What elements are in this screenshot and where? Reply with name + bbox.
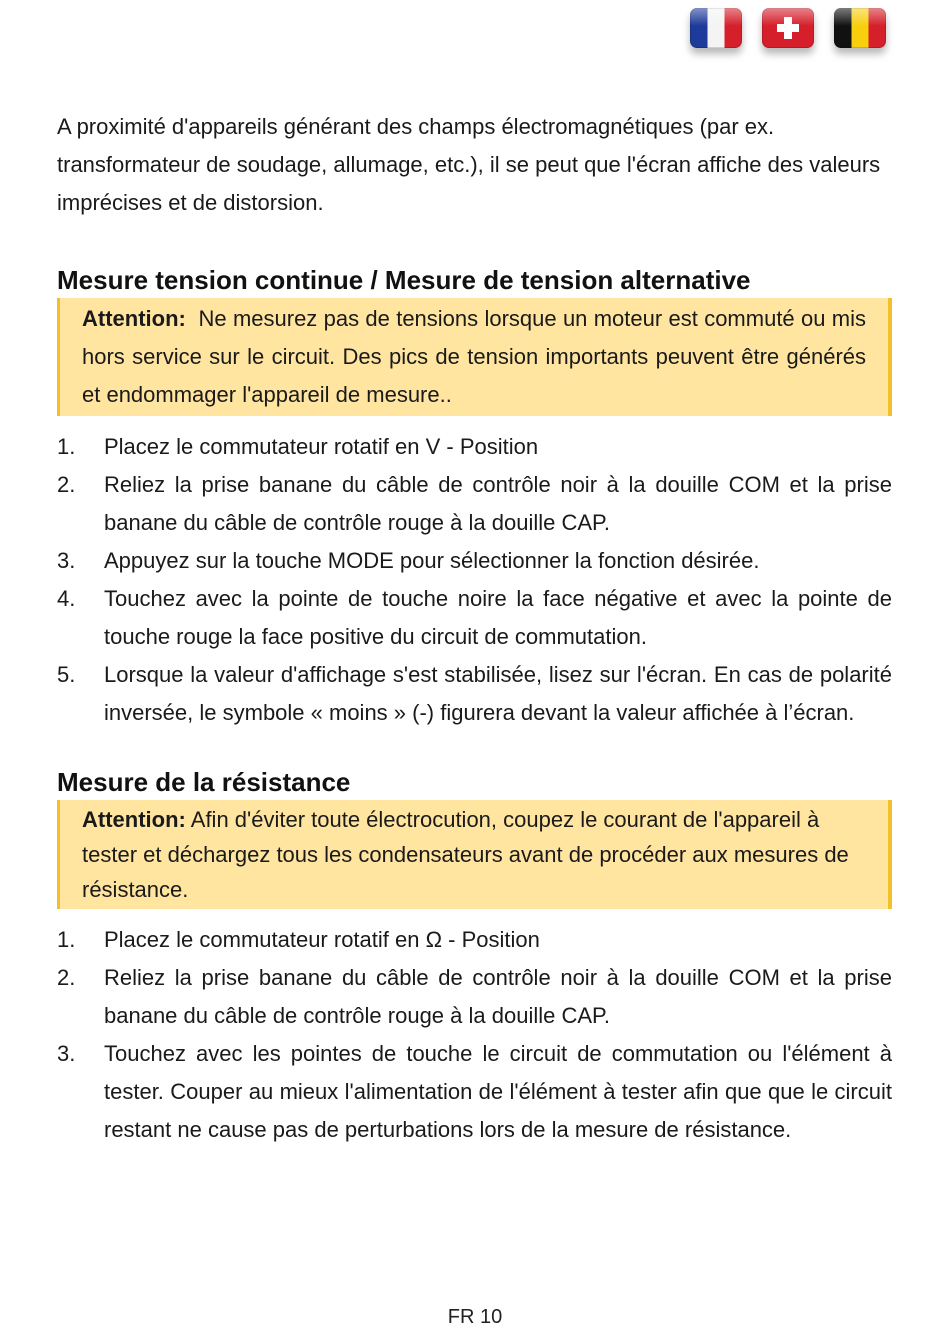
steps-list-voltage xyxy=(57,428,892,732)
warning-box-voltage xyxy=(57,298,892,416)
warning-box-resistance xyxy=(57,800,892,909)
warning-label: Attention: xyxy=(82,306,186,331)
language-flags xyxy=(690,8,886,48)
list-item: 2. Reliez la prise banane du câble de contrôle noir à la douille COM et la prise banane du câble de contrôle rouge à la douille CAP. xyxy=(57,965,892,1028)
list-item: 4. Touchez avec la pointe de touche noire la face négative et avec la pointe de touche rouge la face positive du circuit de commutation. xyxy=(57,586,892,649)
list-item: 3. Appuyez sur la touche MODE pour sélectionner la fonction désirée. xyxy=(57,548,760,573)
steps-list-resistance xyxy=(57,921,892,1149)
section-heading-voltage: Mesure tension continue / Mesure de tension alternative xyxy=(57,265,751,295)
section-heading-resistance: Mesure de la résistance xyxy=(57,767,351,797)
france-flag-icon xyxy=(690,8,742,48)
list-item: 1. Placez le commutateur rotatif en V - Position xyxy=(57,434,539,459)
intro-paragraph: A proximité d'appareils générant des champs électromagnétiques (par ex. transformateur de soudage, allumage, etc.), il se peut que l'écran affiche des valeurs imprécises et de distorsion. xyxy=(57,114,881,215)
list-item: 3. Touchez avec les pointes de touche le circuit de commutation ou l'élément à tester. Couper au mieux l'alimentation de l'élément à tester afin que que le circuit restant ne cause pas de perturbations lors de la mesure de résistance. xyxy=(57,1041,892,1142)
warning-label: Attention: xyxy=(82,807,186,832)
belgium-flag-icon xyxy=(834,8,886,48)
page-number: FR 10 xyxy=(447,1306,503,1328)
list-item: 5. Lorsque la valeur d'affichage s'est stabilisée, lisez sur l'écran. En cas de polarité inversée, le symbole « moins » (-) figurera devant la valeur affichée à l’écran. xyxy=(57,662,892,725)
warning-text: Ne mesurez pas de tensions lorsque un moteur est commuté ou mis hors service sur le circuit. Des pics de tension importants peuvent être générés et endommager l'appareil de mesure.. xyxy=(82,306,866,407)
list-item: 1. Placez le commutateur rotatif en Ω - Position xyxy=(57,927,540,952)
warning-text: Afin d'éviter toute électrocution, coupez le courant de l'appareil à tester et déchargez tous les condensateurs avant de procéder aux mesures de résistance. xyxy=(82,807,849,902)
list-item: 2. Reliez la prise banane du câble de contrôle noir à la douille COM et la prise banane du câble de contrôle rouge à la douille CAP. xyxy=(57,472,892,535)
page-content xyxy=(57,108,892,1149)
switzerland-flag-icon xyxy=(762,8,814,48)
